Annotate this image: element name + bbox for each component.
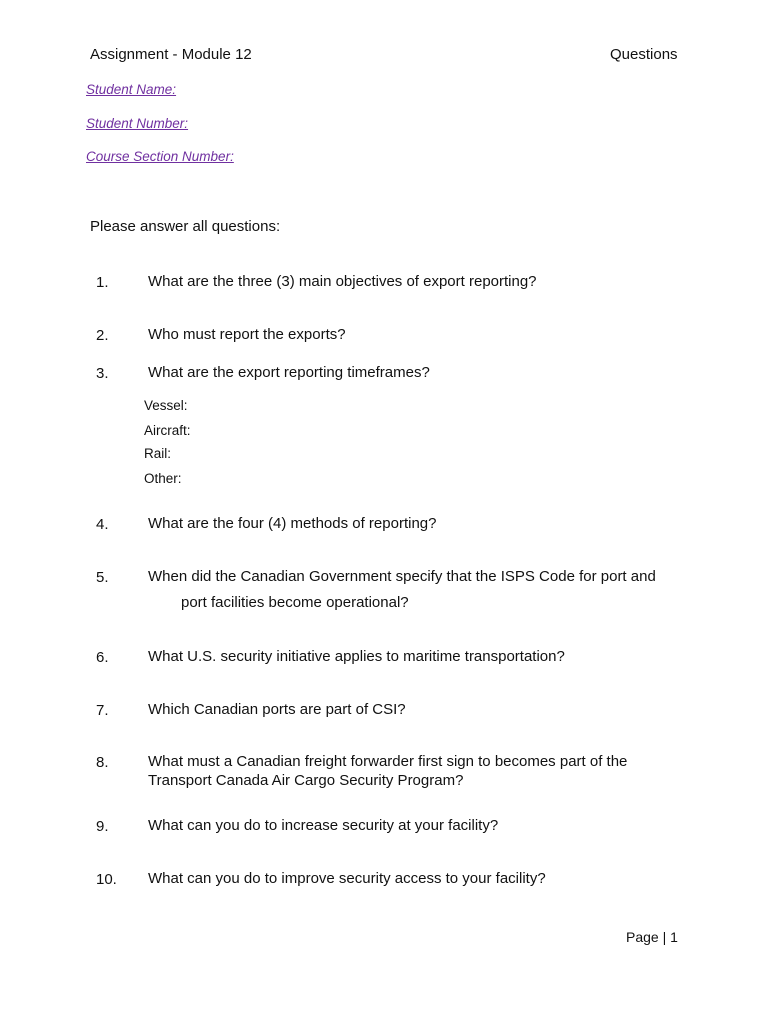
header-title: Assignment - Module 12 (90, 46, 252, 63)
question-text-continued: port facilities become operational? (181, 594, 409, 611)
instructions: Please answer all questions: (90, 218, 281, 235)
question-number: 7. (96, 702, 109, 719)
student-name-field: Student Name: (86, 82, 177, 97)
question-number: 2. (96, 327, 109, 344)
question-text-continued: Transport Canada Air Cargo Security Program? (148, 772, 464, 789)
timeframe-other: Other: (144, 471, 182, 486)
question-text: What are the export reporting timeframes? (148, 364, 430, 381)
question-text: What can you do to improve security access to your facility? (148, 870, 546, 887)
question-number: 5. (96, 569, 109, 586)
header-section: Questions (610, 46, 678, 63)
question-number: 4. (96, 516, 109, 533)
question-number: 10. (96, 871, 117, 888)
student-number-field: Student Number: (86, 116, 189, 131)
page-number: Page | 1 (626, 929, 678, 945)
question-number: 1. (96, 274, 109, 291)
question-text: What are the three (3) main objectives of export reporting? (148, 273, 537, 290)
timeframe-vessel: Vessel: (144, 398, 188, 413)
question-text: Who must report the exports? (148, 326, 346, 343)
question-text: What are the four (4) methods of reporting? (148, 515, 437, 532)
question-number: 8. (96, 754, 109, 771)
course-section-field: Course Section Number: (86, 149, 234, 164)
question-text: When did the Canadian Government specify that the ISPS Code for port and (148, 568, 656, 585)
question-text: What can you do to increase security at your facility? (148, 817, 499, 834)
question-text: What U.S. security initiative applies to maritime transportation? (148, 648, 565, 665)
question-number: 9. (96, 818, 109, 835)
question-number: 3. (96, 365, 109, 382)
timeframe-aircraft: Aircraft: (144, 423, 191, 438)
question-text: Which Canadian ports are part of CSI? (148, 701, 406, 718)
question-text: What must a Canadian freight forwarder first sign to becomes part of the (148, 753, 628, 770)
question-number: 6. (96, 649, 109, 666)
timeframe-rail: Rail: (144, 446, 172, 461)
